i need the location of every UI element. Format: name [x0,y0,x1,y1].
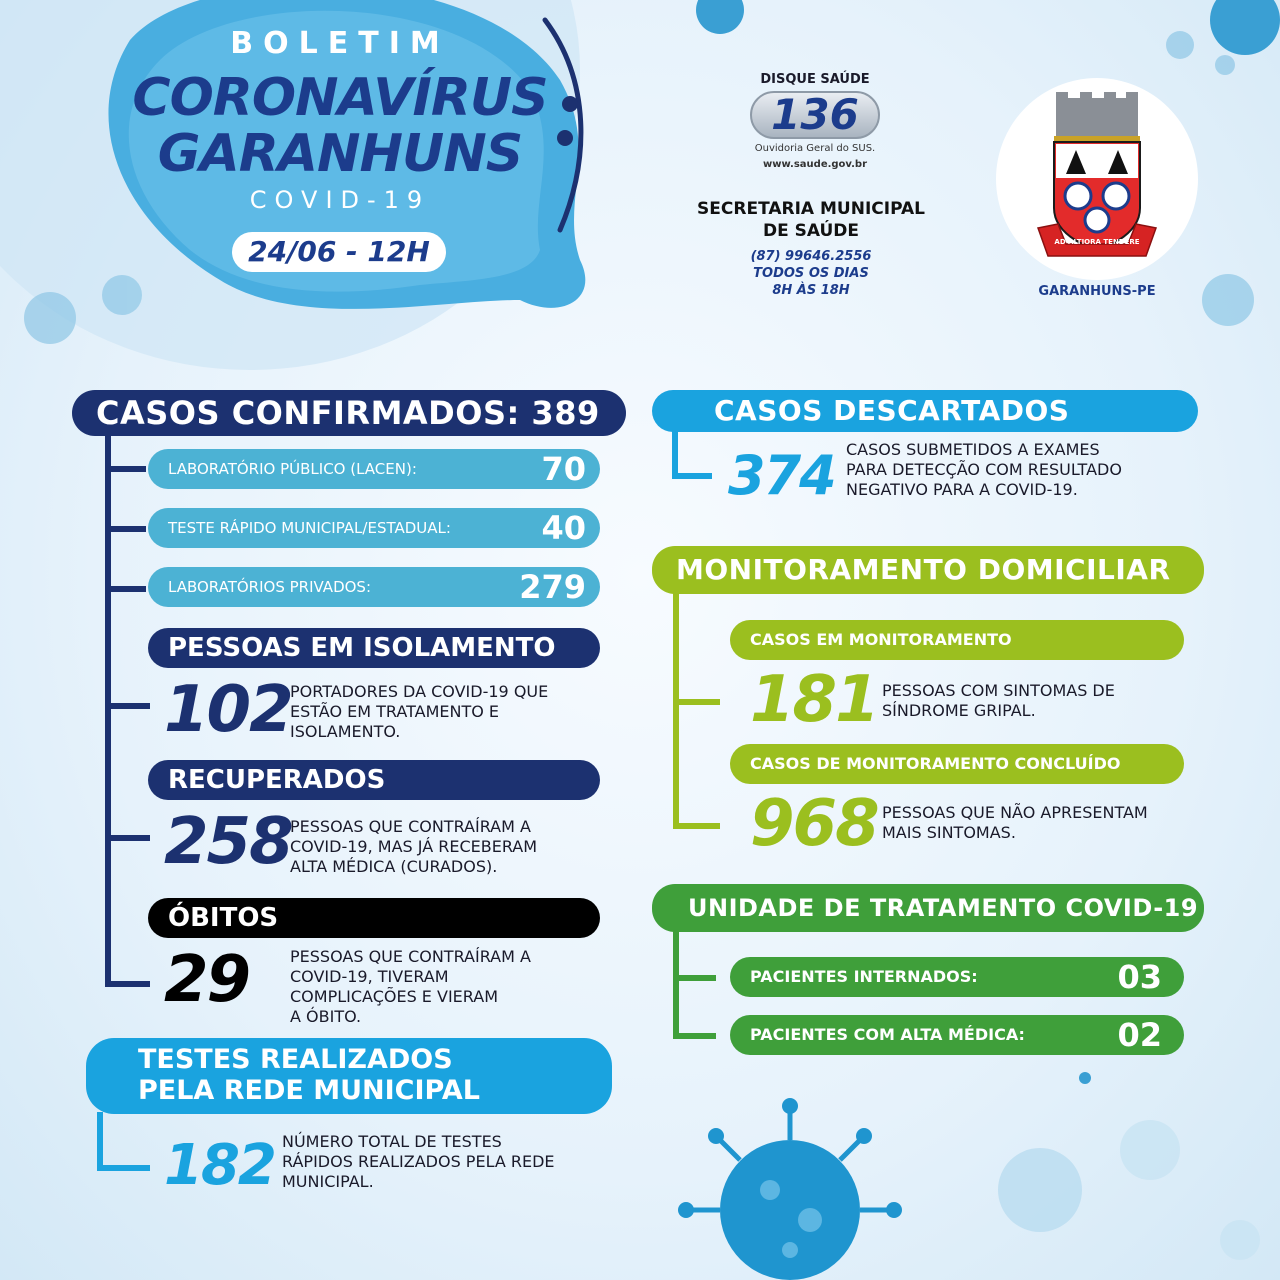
confirmados-title: CASOS CONFIRMADOS: 389 [72,390,626,436]
recuperados-desc [290,817,537,877]
row-teste-rapido-value: 40 [541,509,586,547]
monitoramento-desc-2-line: PESSOAS QUE NÃO APRESENTAM [882,803,1148,822]
unidade-title: UNIDADE DE TRATAMENTO COVID-19 [652,884,1204,932]
recuperados-desc-line: ALTA MÉDICA (CURADOS). [290,857,498,876]
obitos-desc-line: COVID-19, TIVERAM [290,967,449,986]
row-privados-value: 279 [519,568,586,606]
monitoramento-desc-2-line: MAIS SINTOMAS. [882,823,1016,842]
row-internados-value: 03 [1117,958,1162,996]
row-lacen-label: LABORATÓRIO PÚBLICO (LACEN): [168,460,417,478]
recuperados-desc-line: PESSOAS QUE CONTRAÍRAM A [290,817,531,836]
boletim-label: BOLETIM [230,26,450,61]
testes-desc [282,1132,555,1192]
row-teste-rapido [148,508,600,548]
monitoramento-title: MONITORAMENTO DOMICILIAR [652,546,1204,594]
testes-title-line-1: TESTES REALIZADOS [138,1044,453,1075]
monitoramento-sub-1: CASOS EM MONITORAMENTO [730,620,1184,660]
testes-title [86,1038,612,1114]
disque-label: DISQUE SAÚDE [760,72,870,87]
obitos-value: 29 [164,943,250,1017]
title-line-1: CORONAVÍRUS [132,68,548,128]
monitoramento-value-1: 181 [750,663,878,737]
row-internados-label: PACIENTES INTERNADOS: [750,967,978,986]
logo-caption: GARANHUNS-PE [1038,284,1156,299]
date-badge: 24/06 - 12H [232,232,446,272]
isolamento-title: PESSOAS EM ISOLAMENTO [148,628,600,668]
obitos-desc-line: PESSOAS QUE CONTRAÍRAM A [290,947,531,966]
row-lacen-value: 70 [541,450,586,488]
monitoramento-desc-1-line: PESSOAS COM SINTOMAS DE [882,681,1115,700]
row-alta-medica-value: 02 [1117,1016,1162,1054]
disque-line-2: www.saude.gov.br [762,159,868,170]
monitoramento-sub-2: CASOS DE MONITORAMENTO CONCLUÍDO [730,744,1184,784]
row-lacen [148,449,600,489]
isolamento-desc-line: ISOLAMENTO. [290,722,401,741]
isolamento-desc-line: PORTADORES DA COVID-19 QUE [290,682,549,701]
descartados-desc [846,440,1122,500]
row-internados [730,957,1184,997]
covid-subtitle: COVID-19 [249,186,431,214]
disque-line-1: Ouvidoria Geral do SUS. [754,143,876,154]
monitoramento-desc-1-line: SÍNDROME GRIPAL. [882,701,1036,720]
testes-title-line-2: PELA REDE MUNICIPAL [138,1075,480,1106]
secretaria-days: TODOS OS DIAS [753,266,869,281]
row-privados [148,567,600,607]
testes-value: 182 [164,1133,275,1198]
recuperados-title: RECUPERADOS [148,760,600,800]
title-line-2: GARANHUNS [157,124,523,184]
obitos-desc-line: A ÓBITO. [290,1007,362,1026]
secretaria-line-2: DE SAÚDE [762,221,860,241]
recuperados-desc-line: COVID-19, MAS JÁ RECEBERAM [290,837,538,856]
descartados-desc-line: CASOS SUBMETIDOS A EXAMES [846,440,1100,459]
secretaria-line-1: SECRETARIA MUNICIPAL [697,199,925,219]
monitoramento-desc-1 [882,681,1115,721]
descartados-desc-line: PARA DETECÇÃO COM RESULTADO [846,460,1122,479]
descartados-desc-line: NEGATIVO PARA A COVID-19. [846,480,1078,499]
row-privados-label: LABORATÓRIOS PRIVADOS: [168,578,372,596]
row-alta-medica [730,1015,1184,1055]
isolamento-value: 102 [164,673,292,747]
row-alta-medica-label: PACIENTES COM ALTA MÉDICA: [750,1025,1025,1044]
monitoramento-desc-2 [882,803,1148,843]
recuperados-value: 258 [164,805,292,879]
obitos-desc [290,947,531,1027]
logo-motto: AD ALTIORA TENDERE [1054,238,1140,246]
obitos-title: ÓBITOS [148,898,600,938]
testes-desc-line: RÁPIDOS REALIZADOS PELA REDE [282,1152,555,1171]
secretaria-hours: 8H ÀS 18H [772,283,850,298]
disque-number: 136 [750,91,880,139]
descartados-title: CASOS DESCARTADOS [652,390,1198,432]
isolamento-desc-line: ESTÃO EM TRATAMENTO E [290,702,500,721]
monitoramento-value-2: 968 [750,787,878,861]
testes-desc-line: NÚMERO TOTAL DE TESTES [282,1132,502,1151]
obitos-desc-line: COMPLICAÇÕES E VIERAM [290,987,498,1006]
isolamento-desc [290,682,548,742]
secretaria-phone: (87) 99646.2556 [750,249,872,264]
descartados-value: 374 [728,444,835,507]
testes-desc-line: MUNICIPAL. [282,1172,374,1191]
row-teste-rapido-label: TESTE RÁPIDO MUNICIPAL/ESTADUAL: [168,519,451,537]
